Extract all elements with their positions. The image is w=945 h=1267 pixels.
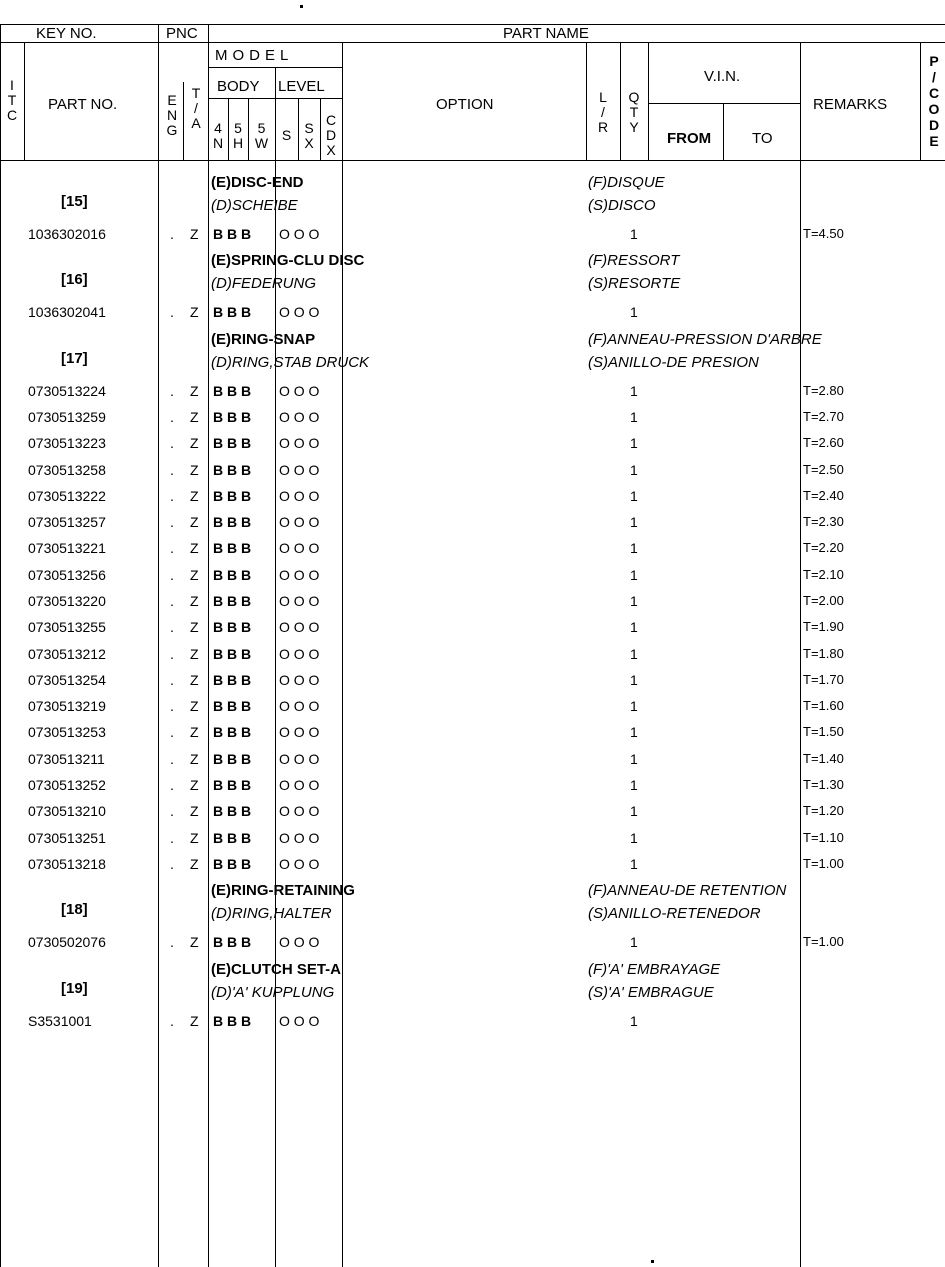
- body-codes: B B B: [213, 226, 252, 242]
- qty-value: 1: [630, 383, 638, 399]
- qty-value: 1: [630, 462, 638, 478]
- eng-dot: .: [170, 672, 174, 688]
- remarks-value: T=4.50: [803, 226, 844, 241]
- remarks-value: T=1.10: [803, 830, 844, 845]
- name-spanish: (S)'A' EMBRAGUE: [588, 983, 714, 1001]
- qty-value: 1: [630, 619, 638, 635]
- eng-dot: .: [170, 540, 174, 556]
- level-codes: O O O: [279, 593, 320, 609]
- level-codes: O O O: [279, 435, 320, 451]
- ta-code: Z: [190, 856, 199, 872]
- col-line-model: [342, 42, 343, 1267]
- body-codes: B B B: [213, 409, 252, 425]
- qty-value: 1: [630, 567, 638, 583]
- level-codes: O O O: [279, 462, 320, 478]
- part-number: 1036302041: [28, 304, 106, 320]
- level-col-s: S: [281, 127, 292, 143]
- body-codes: B B B: [213, 803, 252, 819]
- ta-code: Z: [190, 593, 199, 609]
- ta-code: Z: [190, 777, 199, 793]
- level-codes: O O O: [279, 409, 320, 425]
- name-spanish: (S)ANILLO-RETENEDOR: [588, 905, 761, 923]
- remarks-value: T=1.40: [803, 751, 844, 766]
- qty-value: 1: [630, 934, 638, 950]
- name-french: (F)ANNEAU-PRESSION D'ARBRE: [588, 330, 822, 348]
- col-line-option: [586, 42, 587, 161]
- part-number: 1036302016: [28, 226, 106, 242]
- level-codes: O O O: [279, 540, 320, 556]
- qty-value: 1: [630, 698, 638, 714]
- remarks-value: T=1.30: [803, 777, 844, 792]
- remarks-value: T=2.20: [803, 540, 844, 555]
- ta-code: Z: [190, 488, 199, 504]
- name-english: (E)CLUTCH SET-A: [211, 960, 341, 978]
- name-german: (D)FEDERUNG: [211, 275, 316, 293]
- name-french: (F)DISQUE: [588, 174, 665, 191]
- name-german: (D)RING,HALTER: [211, 905, 332, 923]
- part-number: 0730513259: [28, 409, 106, 425]
- eng-dot: .: [170, 409, 174, 425]
- col-line-qty: [648, 42, 649, 161]
- part-number: 0730513222: [28, 488, 106, 504]
- ta-code: Z: [190, 409, 199, 425]
- part-number: 0730513252: [28, 777, 106, 793]
- key-no: [16]: [61, 271, 88, 289]
- level-codes: O O O: [279, 672, 320, 688]
- part-number: 0730513254: [28, 672, 106, 688]
- eng-dot: .: [170, 435, 174, 451]
- remarks-value: T=1.70: [803, 672, 844, 687]
- qty-value: 1: [630, 488, 638, 504]
- header-row-divider: [0, 42, 945, 43]
- col-line-from: [723, 103, 724, 161]
- level-codes: O O O: [279, 619, 320, 635]
- level-codes: O O O: [279, 724, 320, 740]
- key-no: [15]: [61, 193, 88, 210]
- body-col-5w: 5 W: [254, 120, 269, 151]
- body-col-5h: 5 H: [232, 120, 244, 151]
- body-codes: B B B: [213, 1013, 252, 1029]
- name-german: (D)RING,STAB DRUCK: [211, 353, 370, 371]
- eng-dot: .: [170, 488, 174, 504]
- body-codes: B B B: [213, 462, 252, 478]
- qty-value: 1: [630, 593, 638, 609]
- ta-code: Z: [190, 830, 199, 846]
- ta-code: Z: [190, 724, 199, 740]
- eng-dot: .: [170, 383, 174, 399]
- remarks-value: T=1.50: [803, 724, 844, 739]
- part-number: 0730513219: [28, 698, 106, 714]
- name-english: (E)RING-RETAINING: [211, 882, 355, 900]
- body-col-4n: 4 N: [212, 120, 224, 151]
- part-number: 0730513220: [28, 593, 106, 609]
- qty-value: 1: [630, 724, 638, 740]
- level-codes: O O O: [279, 488, 320, 504]
- ta-code: Z: [190, 1013, 199, 1029]
- body-codes: B B B: [213, 567, 252, 583]
- name-french: (F)RESSORT: [588, 252, 680, 270]
- eng-dot: .: [170, 803, 174, 819]
- body-codes: B B B: [213, 698, 252, 714]
- part-number: 0730513218: [28, 856, 106, 872]
- ta-code: Z: [190, 803, 199, 819]
- level-codes: O O O: [279, 934, 320, 950]
- qty-value: 1: [630, 830, 638, 846]
- col-line-keyno: [158, 24, 159, 1267]
- level-codes: O O O: [279, 856, 320, 872]
- ta-code: Z: [190, 540, 199, 556]
- body-codes: B B B: [213, 830, 252, 846]
- body-codes: B B B: [213, 488, 252, 504]
- level-codes: O O O: [279, 1013, 320, 1029]
- ta-code: Z: [190, 751, 199, 767]
- qty-value: 1: [630, 540, 638, 556]
- part-no-header: PART NO.: [48, 96, 118, 113]
- ta-code: Z: [190, 672, 199, 688]
- body-codes: B B B: [213, 514, 252, 530]
- eng-dot: .: [170, 567, 174, 583]
- qty-value: 1: [630, 646, 638, 662]
- ta-code: Z: [190, 646, 199, 662]
- body-codes: B B B: [213, 646, 252, 662]
- remarks-value: T=1.00: [803, 934, 844, 949]
- eng-dot: .: [170, 593, 174, 609]
- body-codes: B B B: [213, 435, 252, 451]
- level-codes: O O O: [279, 383, 320, 399]
- col-line-vin: [800, 42, 801, 1267]
- level-codes: O O O: [279, 830, 320, 846]
- name-french: (F)'A' EMBRAYAGE: [588, 960, 721, 978]
- vin-header: V.I.N.: [704, 68, 741, 85]
- part-number: S3531001: [28, 1013, 92, 1029]
- key-no: [18]: [61, 901, 88, 919]
- qty-value: 1: [630, 672, 638, 688]
- qty-value: 1: [630, 226, 638, 242]
- eng-dot: .: [170, 619, 174, 635]
- qty-value: 1: [630, 803, 638, 819]
- level-codes: O O O: [279, 304, 320, 320]
- level-header: LEVEL: [278, 78, 325, 95]
- level-codes: O O O: [279, 514, 320, 530]
- part-number: 0730513253: [28, 724, 106, 740]
- eng-dot: .: [170, 646, 174, 662]
- ta-code: Z: [190, 619, 199, 635]
- body-codes: B B B: [213, 619, 252, 635]
- to-header: TO: [752, 130, 773, 147]
- body-codes: B B B: [213, 383, 252, 399]
- level-codes: O O O: [279, 698, 320, 714]
- part-number: 0730513255: [28, 619, 106, 635]
- level-col-cdx: C D X: [325, 112, 337, 158]
- name-spanish: (S)RESORTE: [588, 275, 681, 293]
- col-line-body: [275, 67, 276, 1267]
- col-line-eng: [183, 82, 184, 161]
- itc-header: I T C: [6, 77, 18, 123]
- option-header: OPTION: [436, 96, 494, 113]
- eng-dot: .: [170, 462, 174, 478]
- eng-dot: .: [170, 514, 174, 530]
- part-name-header: PART NAME: [503, 25, 589, 42]
- col-line-partno: [24, 42, 25, 161]
- eng-dot: .: [170, 751, 174, 767]
- body-codes: B B B: [213, 672, 252, 688]
- ta-code: Z: [190, 934, 199, 950]
- level-codes: O O O: [279, 803, 320, 819]
- part-number: 0730513210: [28, 803, 106, 819]
- remarks-value: T=2.60: [803, 435, 844, 450]
- remarks-value: T=1.60: [803, 698, 844, 713]
- body-codes: B B B: [213, 724, 252, 740]
- col-line-itc: [0, 24, 1, 1267]
- part-number: 0730513251: [28, 830, 106, 846]
- body-header: BODY: [217, 78, 260, 95]
- body-codes: B B B: [213, 593, 252, 609]
- scan-dot: [300, 5, 303, 8]
- remarks-value: T=1.90: [803, 619, 844, 634]
- remarks-value: T=2.30: [803, 514, 844, 529]
- scan-dot: [651, 1260, 654, 1263]
- eng-header: E N G: [166, 92, 178, 138]
- key-no-header: KEY NO.: [36, 25, 97, 42]
- ta-code: Z: [190, 304, 199, 320]
- qty-value: 1: [630, 304, 638, 320]
- ta-code: Z: [190, 383, 199, 399]
- key-no: [17]: [61, 349, 88, 367]
- qty-header: Q T Y: [628, 89, 640, 135]
- remarks-value: T=2.50: [803, 462, 844, 477]
- col-line-remarks: [920, 42, 921, 161]
- name-english: (E)DISC-END: [211, 174, 304, 191]
- ta-code: Z: [190, 226, 199, 242]
- part-number: 0730513223: [28, 435, 106, 451]
- body-codes: B B B: [213, 856, 252, 872]
- remarks-value: T=1.20: [803, 803, 844, 818]
- eng-dot: .: [170, 226, 174, 242]
- qty-value: 1: [630, 1013, 638, 1029]
- ta-code: Z: [190, 435, 199, 451]
- body-codes: B B B: [213, 540, 252, 556]
- from-header: FROM: [667, 130, 712, 147]
- body-codes: B B B: [213, 777, 252, 793]
- part-number: 0730513211: [28, 751, 105, 767]
- remarks-value: T=2.00: [803, 593, 844, 608]
- ta-code: Z: [190, 514, 199, 530]
- remarks-value: T=1.00: [803, 856, 844, 871]
- name-spanish: (S)ANILLO-DE PRESION: [588, 353, 759, 371]
- remarks-value: T=2.40: [803, 488, 844, 503]
- remarks-header: REMARKS: [813, 96, 888, 113]
- part-number: 0730513224: [28, 383, 106, 399]
- part-number: 0730513221: [28, 540, 106, 556]
- body-codes: B B B: [213, 304, 252, 320]
- eng-dot: .: [170, 934, 174, 950]
- body-codes: B B B: [213, 934, 252, 950]
- table-top-border: [0, 24, 945, 25]
- part-number: 0730513212: [28, 646, 106, 662]
- body-codes: B B B: [213, 751, 252, 767]
- header-bottom-border: [0, 160, 945, 161]
- pcode-header: P / C O D E: [928, 53, 940, 149]
- remarks-value: T=1.80: [803, 646, 844, 661]
- name-german: (D)'A' KUPPLUNG: [211, 983, 335, 1001]
- part-number: 0730513257: [28, 514, 106, 530]
- name-english: (E)RING-SNAP: [211, 330, 316, 348]
- level-codes: O O O: [279, 226, 320, 242]
- qty-value: 1: [630, 514, 638, 530]
- ta-code: Z: [190, 462, 199, 478]
- level-codes: O O O: [279, 777, 320, 793]
- lr-header: L / R: [597, 89, 609, 135]
- eng-dot: .: [170, 1013, 174, 1029]
- remarks-value: T=2.80: [803, 383, 844, 398]
- eng-dot: .: [170, 830, 174, 846]
- eng-dot: .: [170, 698, 174, 714]
- level-codes: O O O: [279, 646, 320, 662]
- key-no: [19]: [61, 979, 88, 997]
- level-codes: O O O: [279, 567, 320, 583]
- ta-code: Z: [190, 567, 199, 583]
- remarks-value: T=2.10: [803, 567, 844, 582]
- part-number: 0730513258: [28, 462, 106, 478]
- level-codes: O O O: [279, 751, 320, 767]
- eng-dot: .: [170, 724, 174, 740]
- vin-divider: [648, 103, 800, 104]
- qty-value: 1: [630, 409, 638, 425]
- part-number: 0730502076: [28, 934, 106, 950]
- remarks-value: T=2.70: [803, 409, 844, 424]
- col-line-pnc: [208, 24, 209, 1267]
- qty-value: 1: [630, 856, 638, 872]
- name-german: (D)SCHEIBE: [211, 197, 298, 214]
- eng-dot: .: [170, 856, 174, 872]
- part-number: 0730513256: [28, 567, 106, 583]
- qty-value: 1: [630, 751, 638, 767]
- name-french: (F)ANNEAU-DE RETENTION: [588, 882, 787, 900]
- name-spanish: (S)DISCO: [588, 197, 656, 214]
- ta-code: Z: [190, 698, 199, 714]
- model-header: MODEL: [215, 47, 294, 64]
- qty-value: 1: [630, 777, 638, 793]
- ta-header: T / A: [191, 85, 201, 131]
- level-col-sx: S X: [304, 120, 314, 151]
- pnc-header: PNC: [166, 25, 198, 42]
- qty-value: 1: [630, 435, 638, 451]
- name-english: (E)SPRING-CLU DISC: [211, 252, 365, 270]
- eng-dot: .: [170, 304, 174, 320]
- eng-dot: .: [170, 777, 174, 793]
